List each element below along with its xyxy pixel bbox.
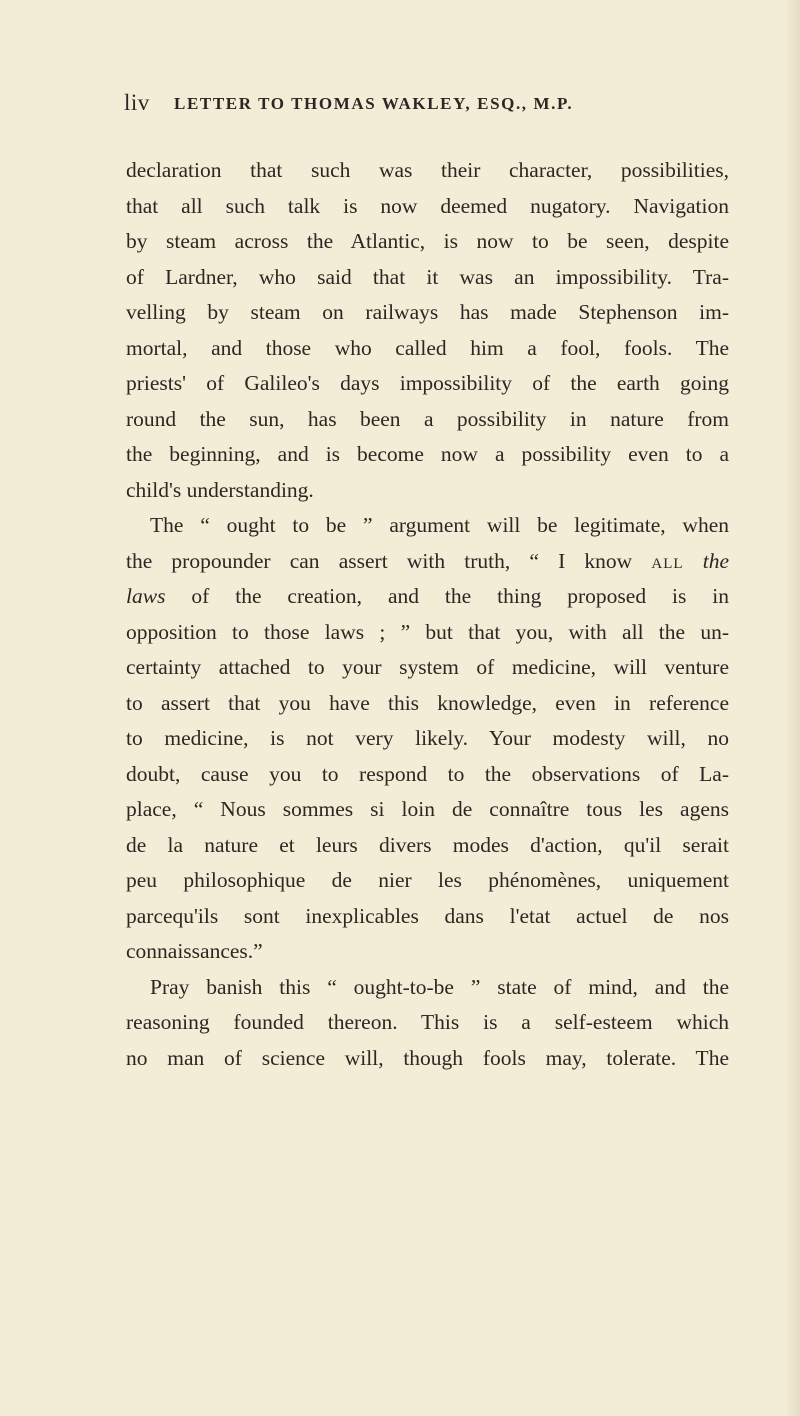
text-line: child's understanding. xyxy=(126,477,314,502)
text-line: the beginning, and is become now a possibility even to a xyxy=(126,442,729,466)
text-line xyxy=(126,579,729,615)
text-fragment: of the creation, and the thing proposed is in xyxy=(191,584,729,608)
text-line: de la nature et leurs divers modes d'action, qu'il serait xyxy=(126,832,729,857)
text-line: place, “ Nous sommes si loin de connaître tous les agens xyxy=(126,797,729,821)
text-line: that all such talk is now deemed nugatory. Navigation xyxy=(126,193,729,218)
text-line: to medicine, is not very likely. Your modesty will, no xyxy=(126,726,729,750)
text-line: The “ ought to be ” argument will be legitimate, when xyxy=(150,513,729,537)
page-edge-shadow xyxy=(786,0,800,1416)
italic-word: the xyxy=(702,548,729,573)
small-caps-word: all xyxy=(651,548,684,573)
text-line: certainty attached to your system of medicine, will venture xyxy=(126,655,729,679)
text-line: velling by steam on railways has made Stephenson im- xyxy=(126,300,729,324)
body-text xyxy=(126,153,729,1076)
text-line: peu philosophique de nier les phénomènes, uniquement xyxy=(126,868,729,892)
text-line: round the sun, has been a possibility in nature from xyxy=(126,406,729,431)
text-line: parcequ'ils sont inexplicables dans l'etat actuel de nos xyxy=(126,903,729,928)
text-line: priests' of Galileo's days impossibility of the earth going xyxy=(126,371,729,395)
text-line: declaration that such was their character, possibilities, xyxy=(126,158,729,182)
text-line: connaissances.” xyxy=(126,939,263,963)
page-header xyxy=(124,90,724,120)
italic-word: laws xyxy=(126,584,166,608)
text-line: reasoning founded thereon. This is a self-esteem which xyxy=(126,1010,729,1034)
text-line: opposition to those laws ; ” but that you, with all the un- xyxy=(126,619,729,644)
text-line: doubt, cause you to respond to the observations of La- xyxy=(126,761,729,786)
text-line: no man of science will, though fools may, tolerate. The xyxy=(126,1045,729,1070)
text-line: to assert that you have this knowledge, even in reference xyxy=(126,690,729,715)
text-line: by steam across the Atlantic, is now to be seen, despite xyxy=(126,229,729,253)
text-line: Pray banish this “ ought-to-be ” state of mind, and the xyxy=(150,974,729,999)
text-fragment: the propounder can assert with truth, “ I know xyxy=(126,548,633,573)
page-number: liv xyxy=(124,90,150,115)
text-line: mortal, and those who called him a fool, fools. The xyxy=(126,335,729,360)
text-line: of Lardner, who said that it was an impossibility. Tra- xyxy=(126,264,729,289)
running-head: LETTER TO THOMAS WAKLEY, ESQ., M.P. xyxy=(174,94,574,113)
text-line xyxy=(126,544,729,580)
